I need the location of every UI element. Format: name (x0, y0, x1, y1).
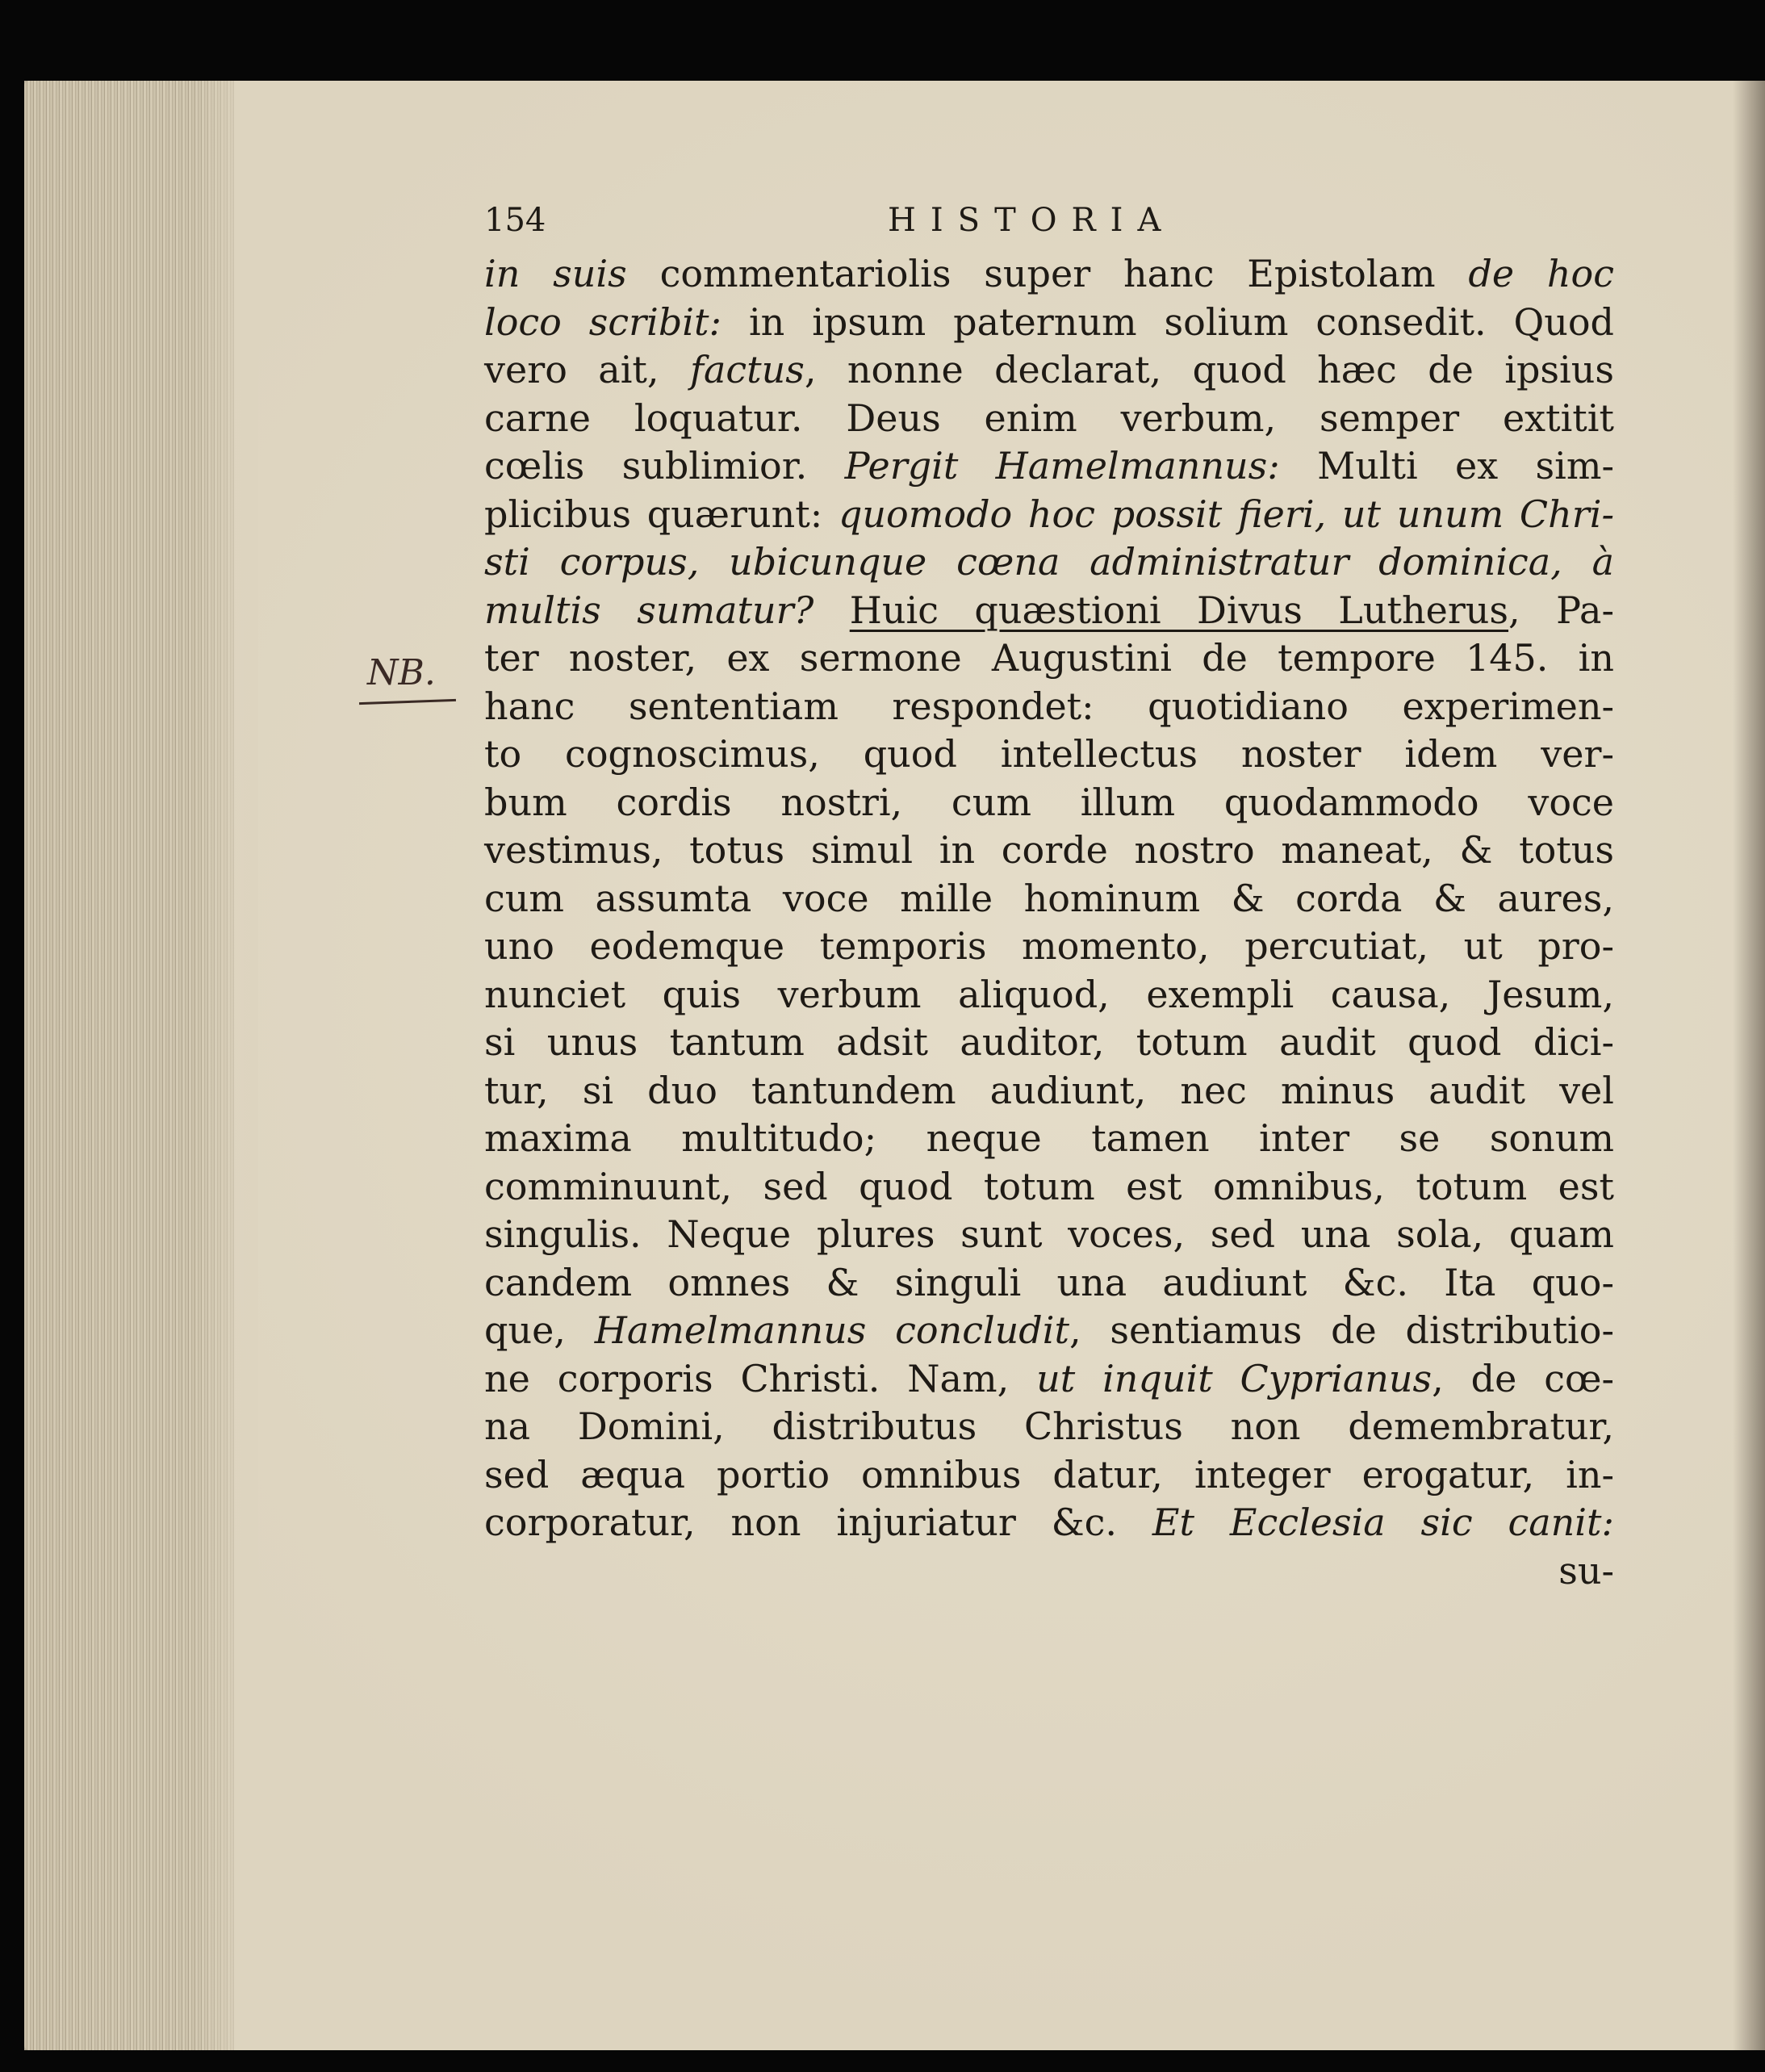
text-line (484, 538, 1614, 587)
italic-text: in suis (484, 252, 627, 295)
text-run: ne corporis Christi. Nam, (484, 1356, 1037, 1400)
text-line (484, 1307, 1614, 1355)
text-line (484, 1355, 1614, 1404)
running-head (484, 202, 1614, 250)
text-line: uno eodemque temporis momento, percutiat, ut pro- (484, 924, 1614, 968)
italic-text: factus (689, 348, 805, 391)
text-line: sed æqua portio omnibus datur, integer erogatur, in- (484, 1452, 1614, 1496)
text-run: commentariolis super hanc Epistolam (626, 252, 1469, 295)
text-run: corporatur, non injuriatur &c. (484, 1501, 1152, 1544)
page-number: 154 (484, 202, 546, 239)
margin-note: NB. (367, 652, 436, 693)
text-line (484, 491, 1614, 539)
text-line (484, 587, 1614, 635)
text-line (484, 442, 1614, 491)
italic-text: multis sumatur? (484, 588, 814, 632)
text-run: , Pa- (1508, 588, 1614, 632)
text-line: si unus tantum adsit auditor, totum audit quod dici- (484, 1020, 1614, 1064)
running-title: HISTORIA (888, 202, 1176, 239)
italic-text: Et Ecclesia sic canit: (1152, 1501, 1614, 1544)
underlined-text: Huic quæstioni Divus Lutherus (849, 588, 1509, 632)
text-line (484, 299, 1614, 347)
text-run: plicibus quærunt: (484, 492, 839, 536)
page-edges-fade (194, 81, 258, 2050)
text-line (484, 1499, 1614, 1547)
text-run: , sentiamus de distributio- (1069, 1308, 1615, 1352)
text-run: vero ait, (484, 348, 690, 391)
italic-text: de hoc (1468, 252, 1614, 295)
text-run: , nonne declarat, quod hæc de ipsius (804, 348, 1614, 391)
text-line (484, 346, 1614, 395)
text-run: cœlis sublimior. (484, 444, 845, 488)
text-run: que, (484, 1308, 595, 1352)
italic-text: Hamelmannus concludit (594, 1308, 1069, 1352)
text-line: nunciet quis verbum aliquod, exempli causa, Jesum, (484, 972, 1614, 1016)
text-line: carne loquatur. Deus enim verbum, semper extitit (484, 396, 1614, 440)
text-line: maxima multitudo; neque tamen inter se sonum (484, 1116, 1614, 1160)
text-line: hanc sententiam respondet: quotidiano experimen- (484, 684, 1614, 728)
text-run: , de cœ- (1432, 1356, 1614, 1400)
text-run: in ipsum paternum solium consedit. Quod (721, 299, 1614, 344)
text-line: candem omnes & singuli una audiunt &c. Ita quo- (484, 1260, 1614, 1304)
italic-text: quomodo hoc possit fieri, ut unum Chri- (838, 492, 1614, 536)
text-line: cum assumta voce mille hominum & corda & aures, (484, 876, 1614, 920)
text-line: tur, si duo tantundem audiunt, nec minus audit vel (484, 1068, 1614, 1112)
italic-text: ut inquit Cyprianus (1036, 1356, 1432, 1400)
text-line: to cognoscimus, quod intellectus noster idem ver- (484, 732, 1614, 776)
text-line (484, 250, 1614, 299)
italic-text: Pergit Hamelmannus: (844, 444, 1280, 488)
italic-text: sti corpus, ubicunque cœna administratur dominica, à (484, 540, 1614, 584)
text-run: Multi ex sim- (1279, 444, 1614, 488)
text-line: bum cordis nostri, cum illum quodammodo voce (484, 780, 1614, 824)
text-line: ter noster, ex sermone Augustini de tempore 145. in (484, 636, 1614, 680)
italic-text: loco scribit: (484, 299, 722, 344)
text-line: comminuunt, sed quod totum est omnibus, totum est (484, 1164, 1614, 1208)
gutter-shadow (1733, 81, 1765, 2050)
text-line: vestimus, totus simul in corde nostro maneat, & totus (484, 828, 1614, 872)
text-line: na Domini, distributus Christus non demembratur, (484, 1404, 1614, 1448)
text-block (484, 202, 1614, 1595)
catchword: su- (1558, 1548, 1614, 1593)
text-line: singulis. Neque plures sunt voces, sed una sola, quam (484, 1212, 1614, 1256)
